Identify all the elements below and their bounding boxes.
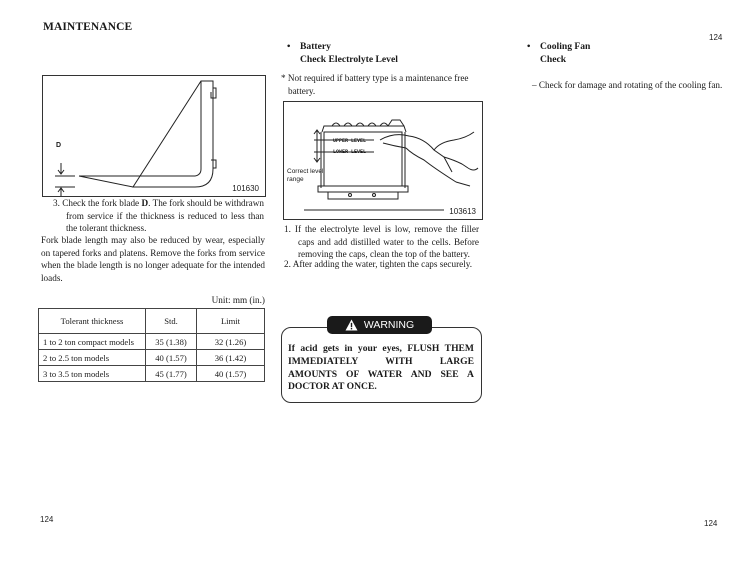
- table-cell: 1 to 2 ton compact models: [39, 334, 146, 350]
- battery-step-2: [284, 258, 479, 271]
- table-cell: 40 (1.57): [146, 350, 197, 366]
- step-number: 2.: [284, 259, 291, 269]
- battery-bullet: •: [287, 41, 291, 52]
- step-number: 3.: [53, 198, 60, 208]
- cooling-fan-text: – Check for damage and rotating of the cooling fan.: [532, 80, 723, 90]
- step-text: If the electrolyte level is low, remove the filler caps and add distilled water to the cells. Before removing the caps, clean the top of the battery.: [294, 224, 480, 260]
- table-row: [39, 350, 265, 366]
- section-title: MAINTENANCE: [43, 21, 133, 33]
- header-cell: Std.: [146, 309, 197, 334]
- table-cell: 40 (1.57): [197, 366, 265, 382]
- battery-figure: [283, 101, 483, 220]
- fork-blade-figure: [42, 75, 266, 197]
- table-cell: 2 to 2.5 ton models: [39, 350, 146, 366]
- upper-level-label: UPPER LEVEL: [333, 138, 367, 144]
- table-cell: 32 (1.26): [197, 334, 265, 350]
- table-cell: 45 (1.77): [146, 366, 197, 382]
- battery-step-1: [284, 223, 479, 261]
- fork-blade-diagram-icon: [43, 76, 265, 196]
- correct-level-range-label: [287, 168, 323, 184]
- warning-triangle-icon: [345, 319, 358, 331]
- range-label-line2: range: [287, 176, 304, 183]
- warning-text: If acid gets in your eyes, FLUSH THEM IMMEDIATELY WITH LARGE AMOUNTS OF WATER AND SEE A DOCTOR AT ONCE.: [288, 343, 474, 393]
- table-cell: 35 (1.38): [146, 334, 197, 350]
- step-text-cont: . The fork should be withdrawn from service if the thickness is reduced to less than the tolerant thickness.: [66, 198, 264, 234]
- page-number-bottom-left: 124: [40, 515, 54, 524]
- table-header-row: [39, 309, 265, 334]
- page-number-top: 124: [709, 33, 723, 42]
- step-text: Check the fork blade: [62, 198, 142, 208]
- range-label-line1: Correct level: [287, 168, 324, 175]
- table-cell: 36 (1.42): [197, 350, 265, 366]
- tolerance-table: [38, 308, 265, 382]
- figure-id: 101630: [232, 184, 259, 193]
- table-row: [39, 366, 265, 382]
- battery-electrolyte-diagram-icon: [284, 102, 482, 219]
- step-text: After adding the water, tighten the caps securely.: [292, 259, 473, 269]
- figure-id: 103613: [449, 207, 476, 216]
- step-number: 1.: [284, 224, 291, 234]
- header-cell: Tolerant thickness: [39, 309, 146, 334]
- warning-label-text: WARNING: [363, 319, 415, 331]
- cooling-fan-heading: [540, 41, 590, 66]
- battery-subtitle: Check Electrolyte Level: [300, 53, 398, 65]
- battery-title: Battery: [300, 41, 331, 52]
- header-cell: Limit: [197, 309, 265, 334]
- table-row: [39, 334, 265, 350]
- cooling-fan-bullet: •: [527, 41, 531, 52]
- warning-label: [327, 316, 432, 334]
- unit-label: Unit: mm (in.): [211, 295, 265, 305]
- cooling-fan-subtitle: Check: [540, 53, 567, 65]
- dimension-label-d: D: [56, 142, 62, 149]
- cooling-fan-title: Cooling Fan: [540, 41, 591, 52]
- fork-length-paragraph: Fork blade length may also be reduced by wear, especially on tapered forks and platens. Remove the forks from service when the blade length is no longer adequate for the intended loads.: [41, 235, 265, 283]
- table-cell: 3 to 3.5 ton models: [39, 366, 146, 382]
- battery-note: * Not required if battery type is a maintenance free battery.: [281, 73, 469, 96]
- step-bold-label: D: [141, 198, 149, 208]
- page-number-bottom-right: 124: [704, 519, 718, 528]
- battery-heading: [300, 41, 398, 66]
- step-3: [42, 197, 264, 235]
- lower-level-label: LOWER LEVEL: [333, 149, 367, 155]
